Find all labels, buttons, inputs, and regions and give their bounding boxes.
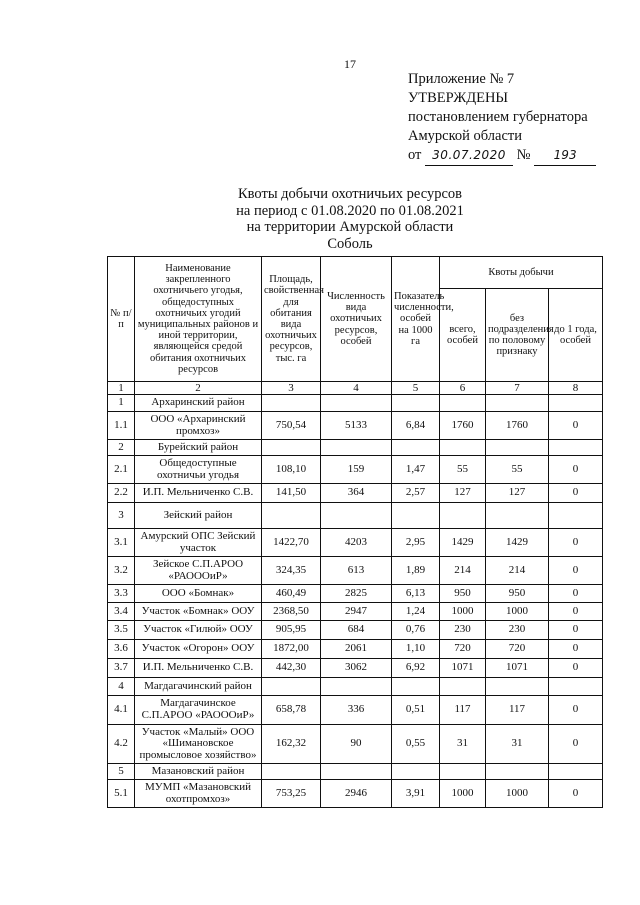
area-cell: 324,35 — [262, 557, 321, 585]
row-number: 3.4 — [108, 603, 135, 621]
hunting-ground-name: Участок «Огорон» ООУ — [135, 640, 262, 659]
column-number: 1 — [108, 382, 135, 395]
quota-no-sex-cell: 720 — [486, 640, 549, 659]
table-row — [108, 529, 603, 557]
hunting-ground-name: Участок «Гилюй» ООУ — [135, 621, 262, 640]
quota-under1-cell: 0 — [549, 412, 603, 440]
district-row — [108, 678, 603, 696]
district-row — [108, 764, 603, 780]
header-name: Наименование закрепленного охотничьего угодья, общедоступных охотничьих угодий муниципальных районов и иной территории, являющейся средой обитания охотничьих ресурсов — [135, 257, 262, 382]
row-number: 5.1 — [108, 780, 135, 808]
empty-cell — [486, 678, 549, 696]
table-row — [108, 696, 603, 725]
density-index-cell: 2,57 — [392, 484, 440, 503]
row-number: 4.1 — [108, 696, 135, 725]
empty-cell — [262, 395, 321, 412]
density-index-cell: 0,51 — [392, 696, 440, 725]
district-name: Зейский район — [135, 503, 262, 529]
hunting-ground-name: Магдагачинское С.П.АРОО «РАОООиР» — [135, 696, 262, 725]
hunting-ground-name: Общедоступные охотничьи угодья — [135, 456, 262, 484]
empty-cell — [321, 503, 392, 529]
empty-cell — [549, 440, 603, 456]
population-cell: 159 — [321, 456, 392, 484]
density-index-cell: 0,55 — [392, 725, 440, 764]
quota-under1-cell: 0 — [549, 725, 603, 764]
quota-no-sex-cell: 214 — [486, 557, 549, 585]
area-cell: 442,30 — [262, 659, 321, 678]
quota-total-cell: 230 — [440, 621, 486, 640]
quota-total-cell: 127 — [440, 484, 486, 503]
area-cell: 750,54 — [262, 412, 321, 440]
number-prefix: № — [516, 147, 531, 163]
empty-cell — [440, 678, 486, 696]
header-quota-total: всего, особей — [440, 289, 486, 382]
table-row — [108, 640, 603, 659]
column-number: 5 — [392, 382, 440, 395]
hunting-ground-name: ООО «Архаринский промхоз» — [135, 412, 262, 440]
column-number: 2 — [135, 382, 262, 395]
density-index-cell: 1,47 — [392, 456, 440, 484]
quota-under1-cell: 0 — [549, 603, 603, 621]
header-quota-no-sex: без подразделения по половому признаку — [486, 289, 549, 382]
header-index: Показатель численности, особей на 1000 га — [392, 257, 440, 382]
population-cell: 5133 — [321, 412, 392, 440]
empty-cell — [440, 440, 486, 456]
header-quota-under1: до 1 года, особей — [549, 289, 603, 382]
row-number: 2 — [108, 440, 135, 456]
population-cell: 2825 — [321, 585, 392, 603]
header-num: № п/п — [108, 257, 135, 382]
title-line-1: Квоты добычи охотничьих ресурсов — [238, 186, 462, 202]
population-cell: 2061 — [321, 640, 392, 659]
hunting-ground-name: Участок «Бомнак» ООУ — [135, 603, 262, 621]
decree-date: 30.07.2020 — [425, 146, 513, 166]
empty-cell — [392, 503, 440, 529]
column-number: 6 — [440, 382, 486, 395]
hunting-ground-name: Амурский ОПС Зейский участок — [135, 529, 262, 557]
empty-cell — [392, 395, 440, 412]
hunting-ground-name: И.П. Мельниченко С.В. — [135, 484, 262, 503]
area-cell: 108,10 — [262, 456, 321, 484]
district-row — [108, 503, 603, 529]
density-index-cell: 1,89 — [392, 557, 440, 585]
row-number: 4.2 — [108, 725, 135, 764]
region-label: Амурской области — [408, 128, 522, 144]
quota-under1-cell: 0 — [549, 484, 603, 503]
density-index-cell: 1,24 — [392, 603, 440, 621]
area-cell: 753,25 — [262, 780, 321, 808]
area-cell: 162,32 — [262, 725, 321, 764]
empty-cell — [549, 395, 603, 412]
density-index-cell: 6,92 — [392, 659, 440, 678]
page-number: 17 — [344, 57, 356, 71]
date-prefix: от — [408, 147, 422, 163]
row-number: 3.3 — [108, 585, 135, 603]
population-cell: 364 — [321, 484, 392, 503]
hunting-ground-name: МУМП «Мазановский охотпромхоз» — [135, 780, 262, 808]
empty-cell — [321, 440, 392, 456]
empty-cell — [549, 678, 603, 696]
quota-no-sex-cell: 1071 — [486, 659, 549, 678]
header-population: Численность вида охотничьих ресурсов, особей — [321, 257, 392, 382]
quota-under1-cell: 0 — [549, 621, 603, 640]
quota-total-cell: 1429 — [440, 529, 486, 557]
row-number: 3.7 — [108, 659, 135, 678]
table-row — [108, 621, 603, 640]
approved-label: УТВЕРЖДЕНЫ — [408, 90, 509, 106]
population-cell: 3062 — [321, 659, 392, 678]
row-number: 4 — [108, 678, 135, 696]
row-number: 3 — [108, 503, 135, 529]
quota-no-sex-cell: 1000 — [486, 603, 549, 621]
table-row — [108, 456, 603, 484]
hunting-ground-name: ООО «Бомнак» — [135, 585, 262, 603]
row-number: 3.2 — [108, 557, 135, 585]
column-number: 8 — [549, 382, 603, 395]
quota-no-sex-cell: 55 — [486, 456, 549, 484]
density-index-cell: 6,84 — [392, 412, 440, 440]
empty-cell — [392, 764, 440, 780]
quota-total-cell: 117 — [440, 696, 486, 725]
title-line-4: Соболь — [327, 235, 373, 252]
area-cell: 2368,50 — [262, 603, 321, 621]
empty-cell — [486, 395, 549, 412]
table-row — [108, 659, 603, 678]
quota-under1-cell: 0 — [549, 529, 603, 557]
population-cell: 2946 — [321, 780, 392, 808]
quota-total-cell: 1000 — [440, 780, 486, 808]
table-row — [108, 412, 603, 440]
district-name: Магдагачинский район — [135, 678, 262, 696]
quota-total-cell: 1760 — [440, 412, 486, 440]
row-number: 2.2 — [108, 484, 135, 503]
population-cell: 336 — [321, 696, 392, 725]
quota-total-cell: 1071 — [440, 659, 486, 678]
row-number: 1 — [108, 395, 135, 412]
quota-total-cell: 950 — [440, 585, 486, 603]
empty-cell — [440, 503, 486, 529]
decree-number: 193 — [534, 146, 596, 166]
appendix-label: Приложение № 7 — [408, 71, 515, 87]
district-name: Бурейский район — [135, 440, 262, 456]
hunting-ground-name: И.П. Мельниченко С.В. — [135, 659, 262, 678]
empty-cell — [262, 503, 321, 529]
empty-cell — [440, 764, 486, 780]
district-name: Архаринский район — [135, 395, 262, 412]
population-cell: 684 — [321, 621, 392, 640]
density-index-cell: 6,13 — [392, 585, 440, 603]
table-row — [108, 557, 603, 585]
density-index-cell: 0,76 — [392, 621, 440, 640]
empty-cell — [392, 440, 440, 456]
column-number: 4 — [321, 382, 392, 395]
row-number: 5 — [108, 764, 135, 780]
population-cell: 90 — [321, 725, 392, 764]
density-index-cell: 1,10 — [392, 640, 440, 659]
table-row — [108, 585, 603, 603]
approval-block — [408, 70, 596, 166]
hunting-ground-name: Участок «Малый» ООО «Шимановское промысловое хозяйство» — [135, 725, 262, 764]
table-row — [108, 603, 603, 621]
row-number: 3.6 — [108, 640, 135, 659]
quota-under1-cell: 0 — [549, 456, 603, 484]
quota-under1-cell: 0 — [549, 696, 603, 725]
quota-total-cell: 214 — [440, 557, 486, 585]
quota-no-sex-cell: 31 — [486, 725, 549, 764]
quota-no-sex-cell: 950 — [486, 585, 549, 603]
table-row — [108, 780, 603, 808]
title-line-3: на территории Амурской области — [246, 219, 454, 235]
decree-date-line — [408, 146, 596, 166]
row-number: 2.1 — [108, 456, 135, 484]
quota-no-sex-cell: 230 — [486, 621, 549, 640]
empty-cell — [392, 678, 440, 696]
quota-no-sex-cell: 127 — [486, 484, 549, 503]
empty-cell — [262, 764, 321, 780]
area-cell: 141,50 — [262, 484, 321, 503]
empty-cell — [262, 678, 321, 696]
area-cell: 905,95 — [262, 621, 321, 640]
empty-cell — [549, 764, 603, 780]
header-quota-group: Квоты добычи — [440, 257, 603, 289]
quota-table — [107, 256, 603, 808]
empty-cell — [486, 764, 549, 780]
area-cell: 658,78 — [262, 696, 321, 725]
quota-total-cell: 1000 — [440, 603, 486, 621]
quota-total-cell: 720 — [440, 640, 486, 659]
area-cell: 1872,00 — [262, 640, 321, 659]
empty-cell — [262, 440, 321, 456]
density-index-cell: 2,95 — [392, 529, 440, 557]
empty-cell — [440, 395, 486, 412]
hunting-ground-name: Зейское С.П.АРОО «РАОООиР» — [135, 557, 262, 585]
quota-under1-cell: 0 — [549, 780, 603, 808]
table-row — [108, 725, 603, 764]
quota-total-cell: 55 — [440, 456, 486, 484]
row-number: 3.5 — [108, 621, 135, 640]
quota-under1-cell: 0 — [549, 659, 603, 678]
title-line-2: на период с 01.08.2020 по 01.08.2021 — [236, 202, 464, 219]
column-number: 7 — [486, 382, 549, 395]
density-index-cell: 3,91 — [392, 780, 440, 808]
empty-cell — [486, 503, 549, 529]
quota-under1-cell: 0 — [549, 557, 603, 585]
empty-cell — [549, 503, 603, 529]
quota-no-sex-cell: 1000 — [486, 780, 549, 808]
row-number: 3.1 — [108, 529, 135, 557]
decree-label: постановлением губернатора — [408, 109, 588, 125]
area-cell: 1422,70 — [262, 529, 321, 557]
header-area: Площадь, свойственная для обитания вида охотничьих ресурсов, тыс. га — [262, 257, 321, 382]
district-row — [108, 440, 603, 456]
table-body — [108, 395, 603, 808]
population-cell: 613 — [321, 557, 392, 585]
row-number: 1.1 — [108, 412, 135, 440]
district-row — [108, 395, 603, 412]
quota-no-sex-cell: 1760 — [486, 412, 549, 440]
empty-cell — [321, 395, 392, 412]
empty-cell — [321, 764, 392, 780]
population-cell: 4203 — [321, 529, 392, 557]
quota-total-cell: 31 — [440, 725, 486, 764]
quota-under1-cell: 0 — [549, 640, 603, 659]
table-row — [108, 484, 603, 503]
document-title — [150, 186, 550, 252]
quota-no-sex-cell: 1429 — [486, 529, 549, 557]
population-cell: 2947 — [321, 603, 392, 621]
area-cell: 460,49 — [262, 585, 321, 603]
quota-under1-cell: 0 — [549, 585, 603, 603]
empty-cell — [486, 440, 549, 456]
quota-no-sex-cell: 117 — [486, 696, 549, 725]
column-number: 3 — [262, 382, 321, 395]
empty-cell — [321, 678, 392, 696]
column-number-row — [108, 382, 603, 395]
district-name: Мазановский район — [135, 764, 262, 780]
